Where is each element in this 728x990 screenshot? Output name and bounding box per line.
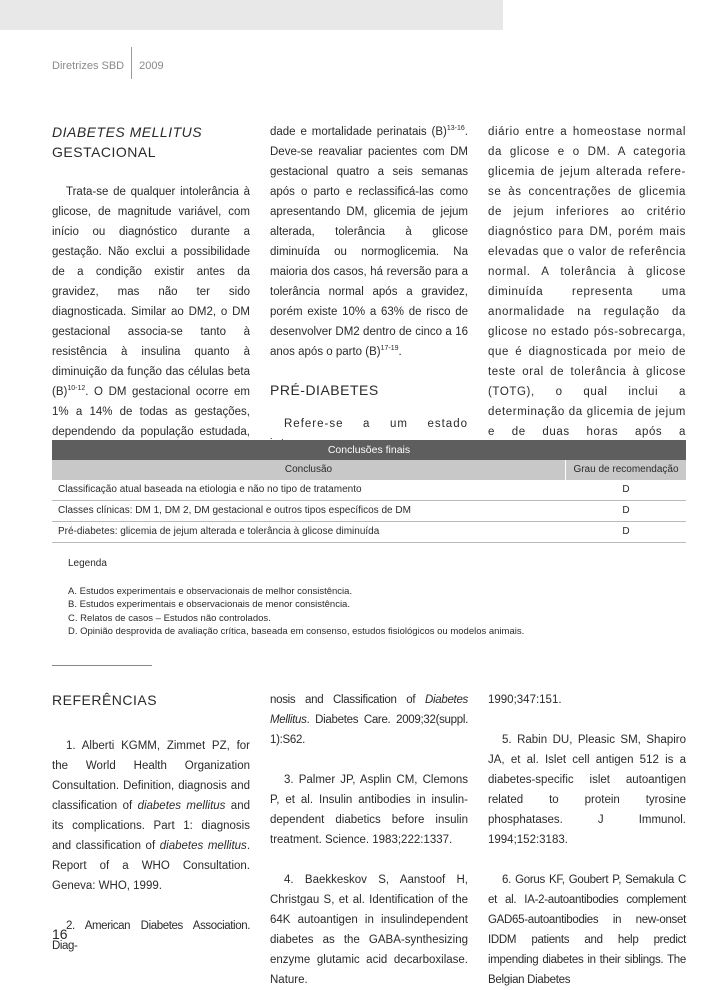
legend-item: A. Estudos experimentais e observacionais de melhor consistência. (68, 585, 353, 597)
reference-4-cont: 1990;347:151. (488, 694, 562, 706)
reference-5: 5. Rabin DU, Pleasic SM, Shapiro JA, et al. Islet cell antigen 512 is a diabetes-specific islet autoantigen related to protein tyrosine phosphatases. J Immunol. 1994;152:3183. (488, 734, 686, 846)
row-grade: D (622, 505, 630, 516)
table-header (52, 460, 686, 480)
row-grade: D (622, 484, 630, 495)
legend-item: B. Estudos experimentais e observacionais de menor consistência. (68, 599, 350, 610)
section-rule (52, 665, 152, 666)
legend-title: Legenda (68, 558, 107, 569)
reference-3: 3. Palmer JP, Asplin CM, Clemons P, et al. Insulin antibodies in insulin-dependent diabetics before insulin treatment. Science. 1983;222:1337. (270, 774, 468, 846)
table-legend (52, 557, 686, 639)
row-grade: D (622, 526, 630, 537)
row-conclusion: Classes clínicas: DM 1, DM 2, DM gestacional e outros tipos específicos de DM (58, 505, 411, 516)
table-row (52, 522, 686, 543)
paragraph-prediabetes: Refere-se a um estado (284, 418, 468, 430)
column-3 (488, 122, 686, 462)
reference-2-cont: nosis and Classification of Diabetes Mellitus. Diabetes Care. 2009;32(suppl. 1):S62. (270, 694, 468, 746)
paragraph-prediabetes-cont: diário entre a homeostase normal da glicose e o DM. A categoria glicemia de jejum alterada refere-se às concentrações de glicemia de jejum inferiores ao critério diagnóstico para DM, porém mais elevadas que o valor de referência normal. A tolerância à glicose diminuída representa uma anormalidade na regulação da glicose no estado pós-sobrecarga, que é diagnosticada por meio de teste oral de tolerância à glicose (TOTG), o qual inclui a determinação da glicemia de jejum e de duas horas após a (488, 126, 686, 438)
row-conclusion: Classificação atual baseada na etiologia e não no tipo de tratamento (58, 484, 362, 495)
reference-1: 1. Alberti KGMM, Zimmet PZ, for the World Health Organization Consultation. Definition, diagnosis and classification of diabetes mellitus and its complications. Part 1: diagnosis and classification of diabetes mellitus. Report of a WHO Consultation. Geneva: WHO, 1999. (52, 740, 251, 892)
reference-2: 2. American Diabetes Association. Diag- (52, 920, 250, 952)
row-conclusion: Pré-diabetes: glicemia de jejum alterada e tolerância à glicose diminuída (58, 526, 380, 537)
reference-4: 4. Baekkeskov S, Aanstoof H, Christgau S, et al. Identification of the 64K autoantigen in insulindependent diabetes as the GABA-synthesizing enzyme glutamic acid decarboxilase. Nature. (270, 874, 468, 986)
reference-6: 6. Gorus KF, Goubert P, Semakula C et al. IA-2-autoantibodies complement GAD65-autoantibodies in new-onset IDDM patients and help predict impending diabetes in their siblings. The Belgian Diabetes (488, 874, 686, 986)
paragraph-dmg: Trata-se de qualquer intolerância à glicose, de magnitude variável, com início ou diagnóstico durante a gestação. Não exclui a possibilidade de a condição existir antes da gravidez, mas não ter sido diagnosticada. Similar ao DM2, o DM gestacional associa-se tanto à resistência à insulina quanto à diminuição da função das células beta $(B)^{10-12}$. O DM gestacional ocorre em 1% a 14% de todas as gestações, dependendo da população estudada, (52, 186, 250, 438)
column-2 (270, 122, 468, 454)
section-title-dmg-line2: GESTACIONAL (52, 144, 157, 160)
paragraph-dmg-cont: dade e mortalidade perinatais $(B)^{13-16}$. Deve-se reavaliar pacientes com DM gestacional quatro a seis semanas após o parto e reclassificá-las como apresentando DM, glicemia de jejum alterada, tolerância à glicose diminuída ou normoglicemia. Na maioria dos casos, há reversão para a tolerância normal após a gravidez, porém existe 10% a 63% de risco de desenvolver DM2 dentro de cinco a 16 anos após o parto $(B)^{17-19}$. (270, 125, 468, 358)
section-title-prediabetes: PRÉ-DIABETES (270, 382, 379, 398)
references-column-3 (488, 690, 686, 990)
header-conclusion: Conclusão (52, 460, 566, 480)
header-grade: Grau de recomendação (573, 464, 679, 475)
column-1 (52, 122, 250, 462)
references-column-1 (52, 690, 250, 956)
table-title: Conclusões finais (52, 440, 686, 460)
references-column-2 (270, 690, 468, 990)
legend-item: D. Opinião desprovida de avaliação crítica, baseada em consenso, estudos fisiológicos ou modelos animais. (68, 626, 525, 637)
header-title: Diretrizes SBD (52, 60, 125, 72)
header-divider (131, 47, 132, 79)
section-title-dmg-line1: DIABETES MELLITUS (52, 124, 203, 140)
table-row (52, 480, 686, 501)
table-row (52, 501, 686, 522)
header-year: 2009 (139, 60, 164, 72)
references-title: REFERÊNCIAS (52, 692, 158, 708)
conclusions-table (52, 440, 686, 639)
page-number: 16 (52, 926, 68, 942)
running-header (52, 50, 164, 82)
legend-item: C. Relatos de casos – Estudos não controlados. (68, 612, 271, 624)
top-bar (0, 0, 503, 30)
